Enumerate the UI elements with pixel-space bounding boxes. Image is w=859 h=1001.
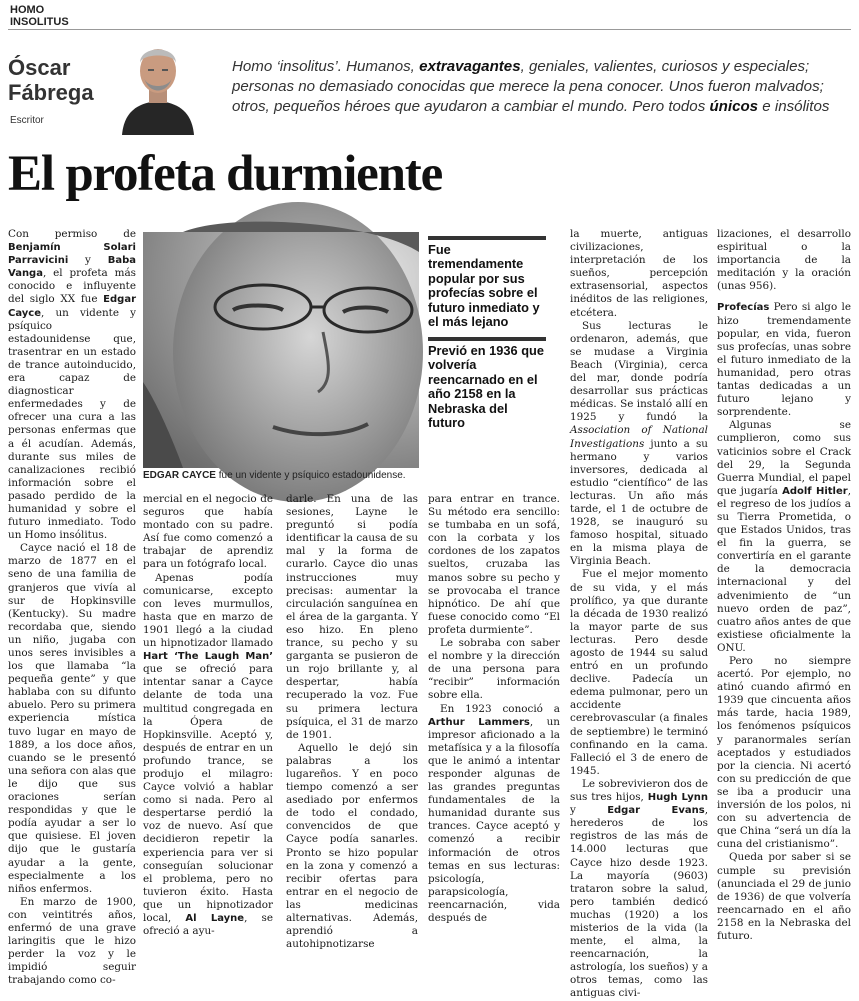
column-6	[717, 228, 851, 943]
col5-paragraph-3: Fue el mejor momento de su vida, y el más prolífico, ya que durante la década de 1930 realizó la mayor parte de sus lecturas. Pero desde agosto de 1944 su salud entró en un profundo declive. Padecía un edema pulmonar, pero un accidente cerebrovascular (a finales de septiembre) le terminó confinando en la cama. Falleció el 3 de enero de 1945.	[570, 568, 708, 777]
section-tag-line2: INSOLITUS	[10, 16, 69, 28]
section-tag-line1: HOMO	[10, 4, 45, 16]
blurb-text-3: e insólitos	[758, 98, 830, 115]
blurb-bold-2: únicos	[709, 98, 759, 115]
blurb-text-1: Homo ‘insolitus’. Humanos,	[232, 58, 420, 75]
edgar-cayce-portrait-illustration	[143, 232, 419, 468]
col3-paragraph-2: Aquello le dejó sin palabras a los lugareños. Y en poco tiempo comenzó a ser asediado por enfermos de todo el condado, convencidos de que Cayce podía sanarles. Pronto se hizo popular en la zona y comenzó a recibir ofertas para entrar en el negocio de las medicinas alternativas. Además, aprendió a autohipnotizarse	[286, 741, 418, 951]
column-3	[286, 493, 418, 951]
col5-paragraph-4: Le sobrevivieron dos de sus tres hijos, Hugh Lynn y Edgar Evans, herederos de los registros de las más de 14.000 lecturas que Cayce hizo desde 1923. La mayoría (9603) trataron sobre la salud, pero también dedicó muchas (1920) a los misterios de la vida (la mente, el alma, la reencarnación, la astrología, los sueños) y a otros temas, como las antiguas civi-	[570, 777, 708, 1000]
col4-paragraph-2: Le sobraba con saber el nombre y la dirección de una persona para “recibir” información sobre ella.	[428, 637, 560, 702]
col6-paragraph-4: Pero no siempre acertó. Por ejemplo, no atinó cuando afirmó en 1939 que cincuenta años más tarde, hacia 1989, los fenómenos psíquicos y paranormales serían aceptados y estudiados por la ciencia. Ni acertó con su predicción de que se iba a producir una inversión de los polos, ni con su advertencia de que China “será un día la cuna del cristianismo”.	[717, 655, 851, 851]
col5-paragraph-2: Sus lecturas le ordenaron, además, que se mudase a Virginia Beach (Virginia), cerca del mar, donde podría desarrollar sus prácticas médicas. Se instaló allí en 1925 y fundó la Association of National Investigations junto a su hermano y varios inversores, dedicada al estudio “científico” de las lecturas. Un año más tarde, el 1 de octubre de 1928, se inauguró su famoso hospital, situado en la misma playa de Virginia Beach.	[570, 319, 708, 568]
col1-paragraph-1: Con permiso de Benjamín Solari Parravicini y Baba Vanga, el profeta más conocido e influyente del siglo XX fue Edgar Cayce, un vidente y psíquico estadounidense que, trasentrar en un estado de trance autoinducido, era capaz de diagnosticar enfermedades y de ofrecer una cura a las personas enfermas que a él acudían. Además, durante sus miles de canalizaciones recibió información sobre el pasado perdido de la humanidad y sobre el futuro inmediato. Todo un Homo insólitus.	[8, 228, 136, 542]
pullquote-2: Previó en 1936 que volvería reencarnado en el año 2158 en la Nebraska del futuro	[428, 343, 544, 431]
col6-paragraph-3: Algunas se cumplieron, como sus vaticinios sobre el Crack del 29, la Segunda Guerra Mundial, el papel que jugaría Adolf Hitler, el regreso de los judíos a su Tierra Prometida, o que Estados Unidos, tras el fin la guerra, se convertiría en el garante de la democracia internacional y del advenimiento de “un nuevo orden de paz”, cuatro años antes de que existiese oficialmente la ONU.	[717, 419, 852, 654]
col1-paragraph-2: Cayce nació el 18 de marzo de 1877 en el seno de una familia de granjeros que vivía al sur de Hopkinsville (Kentucky). Su madre recordaba que, siendo un niño, jugaba con unos seres invisibles a los que llamaba “la pequeña gente” y que hablaba con su difunto abuelo. Pero su primera experiencia mística tuvo lugar en mayo de 1889, a los doce años, cuando se le presentó una señora con alas que le dijo que sus oraciones serían respondidas y que le podía ayudar a ser lo que quisiese. El joven dijo que le gustaría ayudar a la gente, especialmente a los niños enfermos.	[8, 542, 136, 895]
pullquote-1: Fue tremendamente popular por sus profecías sobre el futuro inmediato y el más lejano	[428, 242, 540, 330]
col2-paragraph-2: Apenas podía comunicarse, excepto con leves murmullos, hasta que en marzo de 1901 llegó a la ciudad un hipnotizador llamado Hart ‘The Laugh Man’ que se ofreció para intentar sanar a Cayce delante de toda una multitud congregada en la Ópera de Hopkinsville. Aceptó y, después de entrar en un profundo trance, se produjo el milagro: Cayce volvió a hablar como si nada. Pero al despertarse perdió la voz de nuevo. Así que decidieron repetir la experiencia para ver si conseguían solucionar el problema, pero no tuvieron éxito. Hasta que un hipnotizador local, Al Layne, se ofreció a ayu-	[143, 571, 273, 938]
col3-paragraph-1: darle. En una de las sesiones, Layne le preguntó si podía identificar la causa de su mal y la forma de curarlo. Cayce dio unas instrucciones muy precisas: aumentar la circulación sanguínea en el área de la garganta. Y eso hizo. En pleno trance, su pecho y su garganta se pusieron de un rojo brillante y, al despertar, había recuperado la voz. Fue su primera lectura psíquica, el 31 de marzo de 1901.	[286, 493, 419, 741]
col6-paragraph-5: Queda por saber si se cumple su previsión (anunciada el 29 de junio de 1936) de que volvería reencarnado en el año 2158 en la Nebraska del futuro.	[717, 851, 851, 942]
caption-name: EDGAR CAYCE	[143, 470, 216, 481]
pullquote-rule-1	[428, 236, 546, 240]
author-last-name: Fábrega	[8, 80, 94, 105]
column-1	[8, 228, 136, 987]
col6-paragraph-2: Profecías Pero si algo le hizo tremendamente popular, en vida, fueron sus profecías, unas sobre el futuro inmediato de la humanidad, pero otras tantas dedicadas a un futuro lejano y sorprendente.	[717, 301, 851, 419]
column-4	[428, 493, 560, 925]
photo-caption	[143, 470, 433, 482]
blurb-text-2: , geniales, valientes, curiosos y especiales; personas no demasiado conocidas que merece la pena conocer. Unos fueron malvados; otros, pequeños héroes que ayudaron a cambiar el mundo. Pero todos	[232, 58, 824, 115]
col4-paragraph-3: En 1923 conoció a Arthur Lammers, un impresor aficionado a la metafísica y a la filosofía que le animó a intentar responder algunas de las grandes preguntas fundamentales de la humanidad durante sus trances. Cayce aceptó y comenzó a recibir información de otros temas en sus lecturas: psicología, parapsicología, reencarnación, vida después de	[428, 702, 560, 924]
series-blurb	[232, 57, 847, 117]
author-name	[8, 55, 108, 105]
col1-paragraph-3: En marzo de 1900, con veintitrés años, enfermó de una grave laringitis que le hizo perder la voz y le impidió seguir trabajando como co-	[8, 895, 136, 987]
headline: El profeta durmiente	[8, 146, 443, 202]
col2-paragraph-1: mercial en el negocio de seguros que había montado con su padre. Así fue como comenzó a trabajar de aprendiz para un fotógrafo local.	[143, 493, 273, 571]
author-first-name: Óscar	[8, 55, 71, 80]
caption-text: fue un vidente y psíquico estadounidense.	[215, 470, 406, 481]
author-role: Escritor	[10, 115, 44, 126]
pullquote-rule-2	[428, 337, 546, 341]
column-2	[143, 493, 273, 938]
blurb-bold-1: extravagantes	[419, 58, 521, 75]
col6-paragraph-1: lizaciones, el desarrollo espiritual o la importancia de la meditación y la oración (unas 956).	[717, 228, 851, 293]
top-rule	[8, 29, 851, 30]
col5-paragraph-1: la muerte, antiguas civilizaciones, interpretación de los sueños, percepción extrasensorial, aspectos inéditos de las religiones, etcétera.	[570, 228, 708, 319]
section-tag	[10, 4, 69, 28]
edgar-cayce-photo	[143, 232, 419, 468]
col4-paragraph-1: para entrar en trance. Su método era sencillo: se tumbaba en un sofá, con la corbata y los cordones de los zapatos sueltos, cruzaba las manos sobre su pecho y se provocaba el trance hipnótico. De ahí que fuese conocido como “El profeta durmiente”.	[428, 493, 560, 636]
column-5	[570, 228, 708, 1001]
author-portrait	[118, 33, 198, 135]
